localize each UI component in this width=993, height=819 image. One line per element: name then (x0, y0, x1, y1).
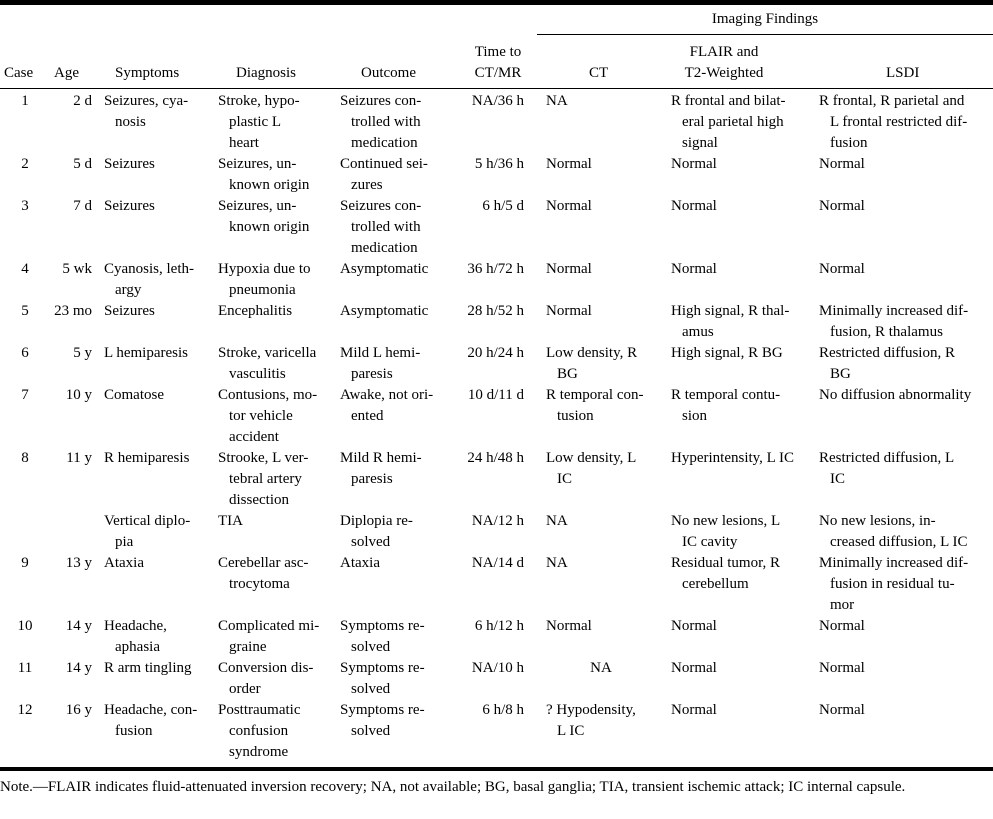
cell-flair: Normal (671, 261, 717, 277)
header-time-line1: Time to (474, 44, 522, 60)
cell-symptoms: Headache, (104, 618, 167, 634)
cell-ct: NA (546, 555, 568, 571)
cell-diagnosis: Seizures, un- (218, 198, 297, 214)
cell-outcome: paresis (351, 366, 393, 382)
cell-diagnosis: Contusions, mo- (218, 387, 318, 403)
cell-ct: NA (590, 660, 612, 676)
cell-flair: signal (682, 135, 718, 151)
cell-time: 36 h/72 h (467, 261, 524, 277)
cell-flair: R temporal contu- (671, 387, 781, 403)
cell-lsdi: Normal (819, 702, 865, 718)
cell-outcome: Awake, not ori- (340, 387, 434, 403)
cell-outcome: medication (351, 135, 418, 151)
cell-diagnosis: syndrome (229, 744, 289, 760)
table-note: Note.—FLAIR indicates fluid-attenuated inversion recovery; NA, not available; BG, basal ganglia; TIA, transient ischemic attack; IC internal capsule. (0, 779, 906, 795)
cell-time: NA/36 h (471, 93, 524, 109)
cell-case: 4 (21, 261, 29, 277)
cell-lsdi: fusion, R thalamus (830, 324, 943, 340)
cell-diagnosis: graine (229, 639, 267, 655)
cell-age: 11 y (66, 450, 92, 466)
cell-outcome: Asymptomatic (340, 261, 429, 277)
cell-diagnosis: dissection (229, 492, 289, 508)
header-case: Case (4, 65, 34, 81)
cell-case: 2 (21, 156, 29, 172)
cell-lsdi: Restricted diffusion, R (819, 345, 955, 361)
cell-diagnosis: tor vehicle (229, 408, 293, 424)
cell-case: 1 (21, 93, 29, 109)
cell-ct: Normal (546, 156, 592, 172)
cell-diagnosis: trocytoma (229, 576, 290, 592)
cell-ct: ? Hypodensity, (546, 702, 636, 718)
cell-outcome: Asymptomatic (340, 303, 429, 319)
cell-lsdi: Minimally increased dif- (819, 555, 969, 571)
cell-lsdi: L frontal restricted dif- (830, 114, 968, 130)
cell-diagnosis: order (229, 681, 261, 697)
cell-symptoms: L hemiparesis (104, 345, 189, 361)
cell-flair: amus (682, 324, 714, 340)
cell-flair: Normal (671, 660, 717, 676)
cell-symptoms: pia (115, 534, 134, 550)
cell-case: 5 (21, 303, 29, 319)
cell-flair: eral parietal high (682, 114, 784, 130)
header-diagnosis: Diagnosis (236, 65, 296, 81)
header-outcome: Outcome (361, 65, 416, 81)
cell-symptoms: Seizures (104, 303, 155, 319)
cell-outcome: solved (351, 534, 391, 550)
cell-flair: cerebellum (682, 576, 749, 592)
header-age: Age (54, 65, 79, 81)
cell-symptoms: Seizures, cya- (104, 93, 189, 109)
cell-outcome: solved (351, 639, 391, 655)
cell-ct: NA (546, 93, 568, 109)
header-lsdi: LSDI (886, 65, 920, 81)
cell-time: NA/14 d (471, 555, 524, 571)
cell-symptoms: Comatose (104, 387, 164, 403)
cell-outcome: Ataxia (340, 555, 380, 571)
cell-time: 20 h/24 h (467, 345, 524, 361)
cell-outcome: solved (351, 723, 391, 739)
cell-outcome: Symptoms re- (340, 618, 425, 634)
cell-ct: Normal (546, 303, 592, 319)
cell-symptoms: Seizures (104, 198, 155, 214)
cell-diagnosis: accident (229, 429, 279, 445)
cell-diagnosis: Conversion dis- (218, 660, 314, 676)
cell-symptoms: R arm tingling (104, 660, 192, 676)
header-flair-line2: T2-Weighted (684, 65, 764, 81)
cell-age: 5 d (73, 156, 92, 172)
cell-age: 14 y (65, 618, 92, 634)
cell-symptoms: Ataxia (104, 555, 144, 571)
cell-lsdi: Normal (819, 660, 865, 676)
cell-lsdi: mor (830, 597, 855, 613)
cell-case: 6 (21, 345, 29, 361)
cell-age: 10 y (65, 387, 92, 403)
cell-diagnosis: Cerebellar asc- (218, 555, 309, 571)
cell-flair: High signal, R thal- (671, 303, 790, 319)
cell-ct: tusion (557, 408, 594, 424)
cell-flair: Normal (671, 618, 717, 634)
cell-symptoms: aphasia (115, 639, 160, 655)
cell-outcome: trolled with (351, 219, 421, 235)
cell-flair: R frontal and bilat- (671, 93, 786, 109)
cell-case: 12 (17, 702, 33, 718)
cell-age: 14 y (65, 660, 92, 676)
header-flair-line1: FLAIR and (689, 44, 759, 60)
cell-time: NA/12 h (471, 513, 524, 529)
cell-outcome: Diplopia re- (340, 513, 413, 529)
cell-lsdi: BG (830, 366, 851, 382)
cell-diagnosis: vasculitis (229, 366, 286, 382)
cell-diagnosis: confusion (229, 723, 289, 739)
cell-diagnosis: Seizures, un- (218, 156, 297, 172)
cell-case: 3 (21, 198, 29, 214)
cell-lsdi: fusion in residual tu- (830, 576, 955, 592)
cell-diagnosis: Strooke, L ver- (218, 450, 309, 466)
cell-time: 6 h/8 h (482, 702, 524, 718)
cell-diagnosis: tebral artery (229, 471, 302, 487)
cell-diagnosis: Posttraumatic (218, 702, 301, 718)
cell-outcome: Seizures con- (340, 198, 422, 214)
cell-outcome: Mild R hemi- (340, 450, 422, 466)
cell-outcome: medication (351, 240, 418, 256)
cell-case: 7 (21, 387, 29, 403)
cell-age: 5 y (73, 345, 92, 361)
cell-lsdi: Restricted diffusion, L (819, 450, 955, 466)
cell-symptoms: nosis (115, 114, 146, 130)
cell-symptoms: fusion (115, 723, 153, 739)
header-time-line2: CT/MR (474, 65, 522, 81)
cell-flair: Residual tumor, R (671, 555, 780, 571)
cell-outcome: Symptoms re- (340, 702, 425, 718)
cell-age: 2 d (73, 93, 92, 109)
cell-age: 5 wk (62, 261, 92, 277)
cell-flair: Normal (671, 156, 717, 172)
cell-diagnosis: Stroke, hypo- (218, 93, 300, 109)
cell-flair: IC cavity (682, 534, 738, 550)
cell-lsdi: Normal (819, 198, 865, 214)
cell-diagnosis: Encephalitis (218, 303, 293, 319)
cell-ct: Normal (546, 198, 592, 214)
cell-diagnosis: heart (229, 135, 259, 151)
cell-diagnosis: known origin (229, 177, 310, 193)
cell-lsdi: IC (830, 471, 845, 487)
cell-ct: Low density, R (546, 345, 638, 361)
cell-diagnosis: TIA (218, 513, 243, 529)
cell-case: 11 (17, 660, 33, 676)
cell-time: 6 h/5 d (482, 198, 524, 214)
cell-outcome: ented (351, 408, 384, 424)
cell-lsdi: Normal (819, 261, 865, 277)
cell-symptoms: Seizures (104, 156, 155, 172)
cell-time: NA/10 h (471, 660, 524, 676)
cell-ct: R temporal con- (546, 387, 644, 403)
cell-symptoms: Headache, con- (104, 702, 198, 718)
cell-flair: High signal, R BG (671, 345, 783, 361)
bottom-rule (0, 767, 993, 771)
cell-diagnosis: Complicated mi- (218, 618, 320, 634)
cell-diagnosis: known origin (229, 219, 310, 235)
cell-ct: IC (557, 471, 572, 487)
cell-lsdi: No new lesions, in- (819, 513, 936, 529)
cell-age: 16 y (65, 702, 92, 718)
cell-diagnosis: plastic L (229, 114, 282, 130)
cell-time: 5 h/36 h (474, 156, 524, 172)
top-rule (0, 0, 993, 5)
cell-lsdi: Minimally increased dif- (819, 303, 969, 319)
cell-diagnosis: Hypoxia due to (218, 261, 311, 277)
cell-outcome: Seizures con- (340, 93, 422, 109)
cell-symptoms: argy (115, 282, 142, 298)
cell-age: 7 d (73, 198, 92, 214)
cell-lsdi: Normal (819, 156, 865, 172)
cell-lsdi: fusion (830, 135, 868, 151)
cell-outcome: trolled with (351, 114, 421, 130)
cell-time: 6 h/12 h (474, 618, 524, 634)
cell-case: 9 (21, 555, 29, 571)
cell-outcome: solved (351, 681, 391, 697)
cell-lsdi: No diffusion abnormality (819, 387, 972, 403)
cell-outcome: Symptoms re- (340, 660, 425, 676)
imaging-findings-header: Imaging Findings (711, 11, 819, 27)
cell-lsdi: Normal (819, 618, 865, 634)
header-symptoms: Symptoms (115, 65, 180, 81)
cell-ct: Normal (546, 618, 592, 634)
cell-symptoms: Cyanosis, leth- (104, 261, 194, 277)
imaging-group-rule (537, 34, 993, 35)
cell-outcome: zures (351, 177, 383, 193)
cell-ct: Normal (546, 261, 592, 277)
cell-time: 10 d/11 d (467, 387, 524, 403)
header-rule (0, 88, 993, 89)
cell-flair: sion (682, 408, 708, 424)
cell-time: 24 h/48 h (467, 450, 524, 466)
cell-flair: Hyperintensity, L IC (671, 450, 795, 466)
cell-outcome: paresis (351, 471, 393, 487)
cell-diagnosis: pneumonia (229, 282, 296, 298)
cell-ct: L IC (557, 723, 585, 739)
cell-lsdi: R frontal, R parietal and (819, 93, 965, 109)
cell-symptoms: R hemiparesis (104, 450, 190, 466)
cell-case: 10 (17, 618, 33, 634)
cell-ct: NA (546, 513, 568, 529)
cell-ct: BG (557, 366, 578, 382)
cell-time: 28 h/52 h (467, 303, 524, 319)
cell-case: 8 (21, 450, 29, 466)
cell-diagnosis: Stroke, varicella (218, 345, 317, 361)
header-ct: CT (589, 65, 609, 81)
cell-outcome: Mild L hemi- (340, 345, 421, 361)
cell-symptoms: Vertical diplo- (104, 513, 191, 529)
cell-age: 23 mo (54, 303, 92, 319)
cell-outcome: Continued sei- (340, 156, 428, 172)
cell-lsdi: creased diffusion, L IC (830, 534, 968, 550)
cell-age: 13 y (65, 555, 92, 571)
cell-flair: Normal (671, 702, 717, 718)
cell-flair: Normal (671, 198, 717, 214)
cell-ct: Low density, L (546, 450, 637, 466)
cell-flair: No new lesions, L (671, 513, 781, 529)
